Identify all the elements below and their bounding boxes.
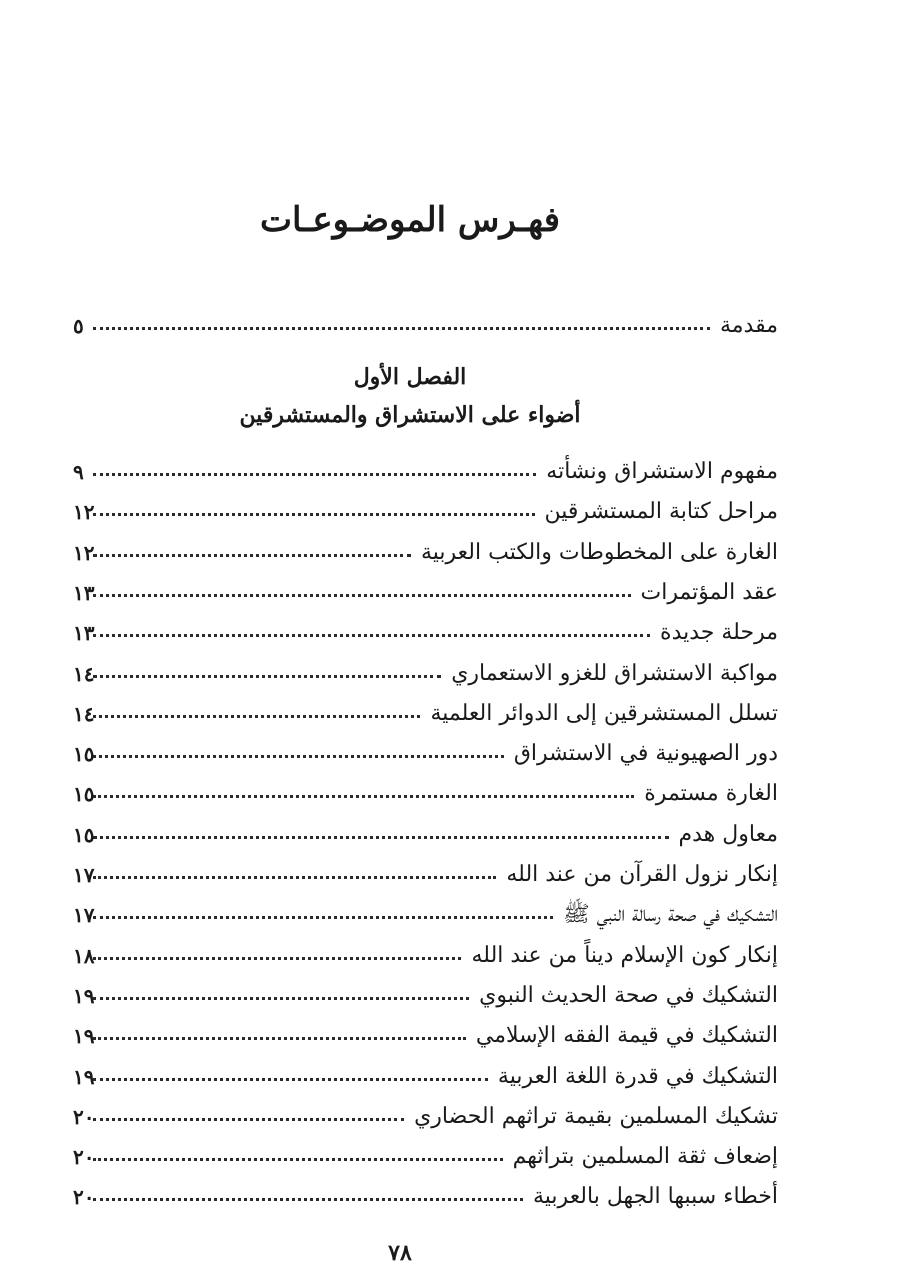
- toc-entry-page: ٢٠: [73, 1145, 95, 1170]
- toc-entry-label: التشكيك في صحة رسالة النبي ﷺ: [563, 902, 778, 928]
- toc-entry-page: ٩: [73, 460, 84, 484]
- toc-entry-label: الغارة على المخطوطات والكتب العربية: [420, 539, 778, 565]
- page-title: فهـرس الموضـوعـات: [259, 200, 561, 240]
- leader-dots: [93, 1198, 523, 1201]
- toc-entry[interactable]: [73, 1057, 778, 1093]
- toc-entry-page: ١٥: [73, 742, 95, 767]
- toc-entry-label: التشكيك في قدرة اللغة العربية: [497, 1063, 778, 1089]
- toc-entry-page: ١٧: [73, 863, 95, 887]
- toc-entry[interactable]: [73, 654, 778, 690]
- toc-entry[interactable]: [73, 774, 778, 810]
- leader-dots: [93, 997, 469, 1000]
- leader-dots: [93, 634, 650, 637]
- leader-dots: [93, 795, 634, 798]
- leader-dots: [93, 715, 420, 718]
- leader-dots: [93, 957, 461, 960]
- leader-dots: [93, 1078, 488, 1081]
- toc-entry[interactable]: [73, 533, 778, 569]
- leader-dots: [93, 594, 631, 597]
- toc-entry-label: مراحل كتابة المستشرقين: [544, 499, 778, 525]
- toc-entry-page: ١٢: [73, 540, 95, 565]
- toc-entry[interactable]: [73, 1097, 778, 1133]
- toc-entry-page: ١٧: [73, 903, 95, 928]
- toc-entry-label: التشكيك في صحة الحديث النبوي: [479, 982, 778, 1008]
- toc-entry-page: ١٩: [73, 1024, 95, 1049]
- toc-entry[interactable]: [73, 734, 778, 770]
- toc-entry[interactable]: [73, 492, 778, 528]
- toc-entry-page: ٢٠: [73, 1185, 95, 1210]
- toc-entry[interactable]: [73, 573, 778, 609]
- toc-entry-label: مقدمة: [719, 313, 778, 338]
- toc-entry[interactable]: [73, 976, 778, 1012]
- chapter-subtitle: أضواء على الاستشراق والمستشرقين: [239, 402, 581, 428]
- toc-entry[interactable]: [73, 1137, 778, 1173]
- toc-entry-label: تسلل المستشرقين إلى الدوائر العلمية: [430, 700, 778, 726]
- leader-dots: [93, 1158, 503, 1161]
- toc-entry-label: إضعاف ثقة المسلمين بتراثهم: [512, 1144, 778, 1170]
- toc-entry-label: أخطاء سببها الجهل بالعربية: [533, 1184, 778, 1210]
- toc-entry-page: ١٢: [73, 500, 95, 525]
- toc-entry-page: ١٥: [73, 822, 95, 847]
- leader-dots: [93, 755, 504, 758]
- toc-entry-page: ١٩: [73, 1064, 95, 1089]
- leader-dots: [93, 836, 669, 839]
- toc-entry-label: عقد المؤتمرات: [640, 579, 778, 605]
- leader-dots: [93, 916, 553, 919]
- leader-dots: [93, 1118, 404, 1121]
- toc-entry[interactable]: [73, 694, 778, 730]
- toc-entry-page: ١٤: [73, 661, 95, 686]
- leader-dots: [93, 473, 536, 476]
- toc-entry-page: ٥: [73, 314, 84, 338]
- toc-entry[interactable]: [73, 815, 778, 851]
- chapter-number: الفصل الأول: [353, 364, 467, 390]
- toc-entry-page: ١٥: [73, 782, 95, 807]
- toc-entry-label: تشكيك المسلمين بقيمة تراثهم الحضاري: [414, 1103, 778, 1129]
- toc-entry-label: مرحلة جديدة: [660, 620, 778, 646]
- leader-dots: [93, 876, 496, 879]
- leader-dots: [93, 554, 411, 557]
- toc-entry[interactable]: [73, 855, 778, 891]
- toc-entry-label: دور الصهيونية في الاستشراق: [513, 741, 778, 767]
- toc-entry-page: ١٤: [73, 701, 95, 726]
- toc-entry-page: ٢٠: [73, 1104, 95, 1129]
- toc-entry-label: معاول هدم: [678, 821, 778, 847]
- leader-dots: [93, 675, 441, 678]
- leader-dots: [93, 327, 710, 330]
- toc-entry-label: التشكيك في قيمة الفقه الإسلامي: [475, 1023, 778, 1049]
- toc-entry-page: ١٣: [73, 580, 95, 605]
- toc-entry[interactable]: [73, 1016, 778, 1052]
- toc-entry[interactable]: [73, 936, 778, 972]
- toc-entry-page: ١٨: [73, 943, 95, 968]
- toc-entry-intro[interactable]: [73, 306, 778, 342]
- toc-entry[interactable]: [73, 452, 778, 488]
- toc-entry[interactable]: [73, 613, 778, 649]
- toc-entry[interactable]: [73, 1177, 778, 1213]
- toc-entry-label: إنكار نزول القرآن من عند الله: [506, 862, 778, 887]
- toc-entry-label: مفهوم الاستشراق ونشأته: [546, 459, 778, 484]
- toc-entry-page: ١٣: [73, 621, 95, 646]
- leader-dots: [93, 1037, 466, 1040]
- toc-entry-label: مواكبة الاستشراق للغزو الاستعماري: [451, 660, 778, 686]
- toc-entry-label: الغارة مستمرة: [644, 781, 778, 807]
- leader-dots: [93, 513, 535, 516]
- toc-entry-page: ١٩: [73, 983, 95, 1008]
- toc-entry[interactable]: [73, 895, 778, 931]
- page-number: ٧٨: [388, 1240, 412, 1266]
- toc-entry-label: إنكار كون الإسلام ديناً من عند الله: [471, 942, 778, 968]
